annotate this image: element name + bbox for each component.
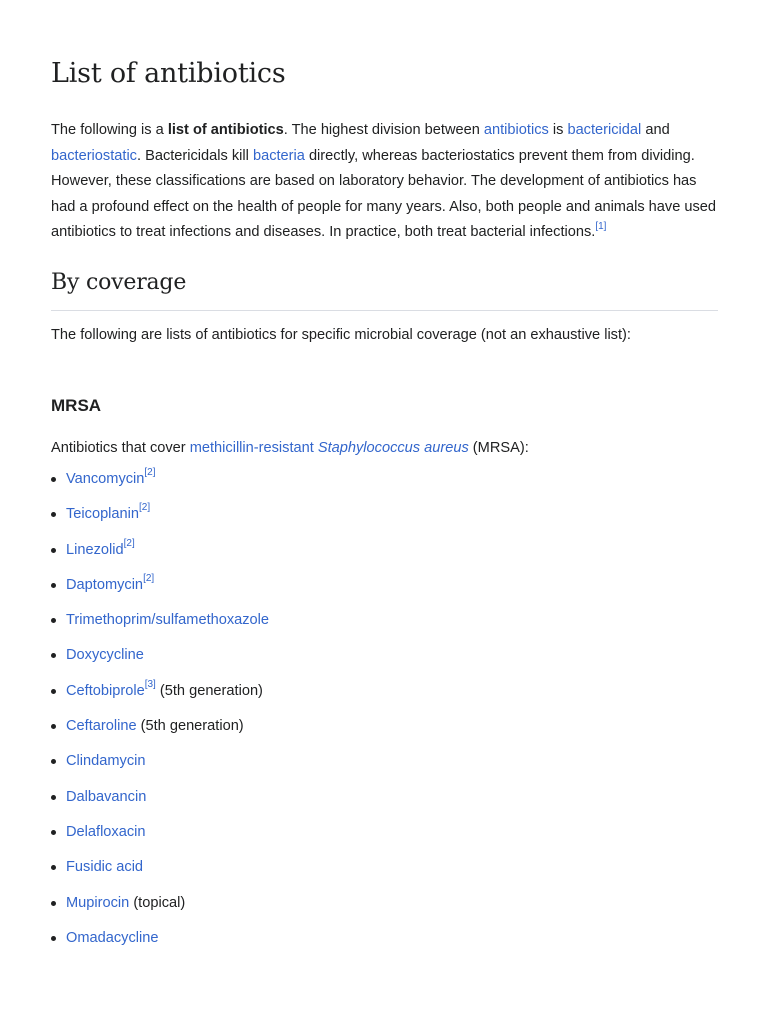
drug-link[interactable]: Dalbavancin bbox=[66, 788, 147, 805]
drug-link[interactable]: Clindamycin bbox=[66, 753, 146, 770]
intro-text: . The highest division between bbox=[283, 122, 484, 138]
page-title: List of antibiotics bbox=[51, 58, 286, 89]
list-item bbox=[51, 927, 718, 962]
bullet-icon bbox=[51, 477, 56, 482]
drug-link[interactable]: Delafloxacin bbox=[66, 823, 146, 840]
link-bacteria[interactable]: bacteria bbox=[252, 147, 305, 164]
bullet-icon bbox=[51, 724, 56, 729]
bullet-icon bbox=[51, 901, 56, 906]
list-item bbox=[51, 539, 718, 574]
reference-link[interactable]: [3] bbox=[144, 678, 156, 690]
bullet-icon bbox=[51, 795, 56, 800]
reference-link[interactable]: [2] bbox=[123, 537, 135, 549]
intro-bold-term: list of antibiotics bbox=[167, 122, 284, 138]
list-item bbox=[51, 574, 718, 609]
bullet-icon bbox=[51, 618, 56, 623]
list-item bbox=[51, 715, 718, 750]
list-item bbox=[51, 786, 718, 821]
drug-link[interactable]: Fusidic acid bbox=[66, 859, 144, 876]
intro-text: is bbox=[548, 122, 568, 138]
bullet-icon bbox=[51, 548, 56, 553]
list-item bbox=[51, 503, 718, 538]
intro-text: The following is a bbox=[51, 122, 168, 138]
list-item bbox=[51, 856, 718, 891]
mrsa-description bbox=[51, 437, 718, 459]
mrsa-desc-text: (MRSA): bbox=[468, 439, 529, 456]
bullet-icon bbox=[51, 583, 56, 588]
intro-paragraph bbox=[51, 118, 719, 246]
mrsa-desc-text: Antibiotics that cover bbox=[51, 439, 190, 456]
drug-link[interactable]: Linezolid bbox=[66, 541, 124, 558]
link-bacteriostatic[interactable]: bacteriostatic bbox=[51, 147, 137, 164]
bullet-icon bbox=[51, 936, 56, 941]
link-mrsa-italic: Staphylococcus aureus bbox=[317, 439, 469, 456]
drug-note: (5th generation) bbox=[155, 682, 263, 699]
link-mrsa-text: methicillin-resistant bbox=[189, 439, 318, 456]
section-heading-by-coverage: By coverage bbox=[51, 268, 718, 311]
reference-link[interactable]: [2] bbox=[139, 502, 151, 514]
mrsa-antibiotic-list bbox=[51, 468, 718, 962]
intro-text: . Bactericidals kill bbox=[136, 147, 253, 164]
drug-link[interactable]: Trimethoprim/sulfamethoxazole bbox=[66, 612, 270, 629]
bullet-icon bbox=[51, 653, 56, 658]
link-mrsa[interactable] bbox=[190, 440, 469, 456]
bullet-icon bbox=[51, 512, 56, 517]
link-bactericidal[interactable]: bactericidal bbox=[567, 122, 642, 138]
drug-link[interactable]: Teicoplanin bbox=[66, 506, 140, 523]
reference-link[interactable]: [1] bbox=[595, 220, 607, 232]
reference-link[interactable]: [2] bbox=[143, 573, 155, 584]
list-item bbox=[51, 750, 718, 785]
list-item bbox=[51, 892, 718, 927]
drug-link[interactable]: Ceftobiprole bbox=[66, 682, 145, 699]
drug-link[interactable]: Ceftaroline bbox=[66, 718, 137, 735]
list-item bbox=[51, 644, 718, 679]
list-item bbox=[51, 468, 718, 503]
link-antibiotics[interactable]: antibiotics bbox=[483, 122, 549, 138]
list-item bbox=[51, 609, 718, 644]
bullet-icon bbox=[51, 759, 56, 764]
drug-link[interactable]: Daptomycin bbox=[66, 576, 144, 593]
intro-text: directly, whereas bacteriostatics prevent them from dividing. However, these classifications are based on laboratory behavior. The development of antibiotics has had a profound effect on the health of people for many years. Also, both people and animals have used antibiotics to treat infections and diseases. In practice, both treat bacterial infections. bbox=[51, 147, 717, 241]
list-item bbox=[51, 680, 718, 715]
drug-link[interactable]: Vancomycin bbox=[66, 470, 145, 487]
drug-link[interactable]: Doxycycline bbox=[66, 647, 144, 664]
bullet-icon bbox=[51, 865, 56, 870]
reference-link[interactable]: [2] bbox=[144, 467, 156, 479]
subsection-heading-mrsa: MRSA bbox=[51, 395, 102, 415]
list-item bbox=[51, 821, 718, 856]
section-description: The following are lists of antibiotics for specific microbial coverage (not an exhaustive list): bbox=[51, 326, 631, 343]
intro-text: and bbox=[641, 122, 670, 138]
drug-link[interactable]: Mupirocin bbox=[66, 894, 130, 911]
bullet-icon bbox=[51, 830, 56, 835]
drug-link[interactable]: Omadacycline bbox=[66, 929, 159, 946]
bullet-icon bbox=[51, 689, 56, 694]
drug-note: (topical) bbox=[129, 894, 186, 911]
drug-note: (5th generation) bbox=[136, 718, 244, 735]
